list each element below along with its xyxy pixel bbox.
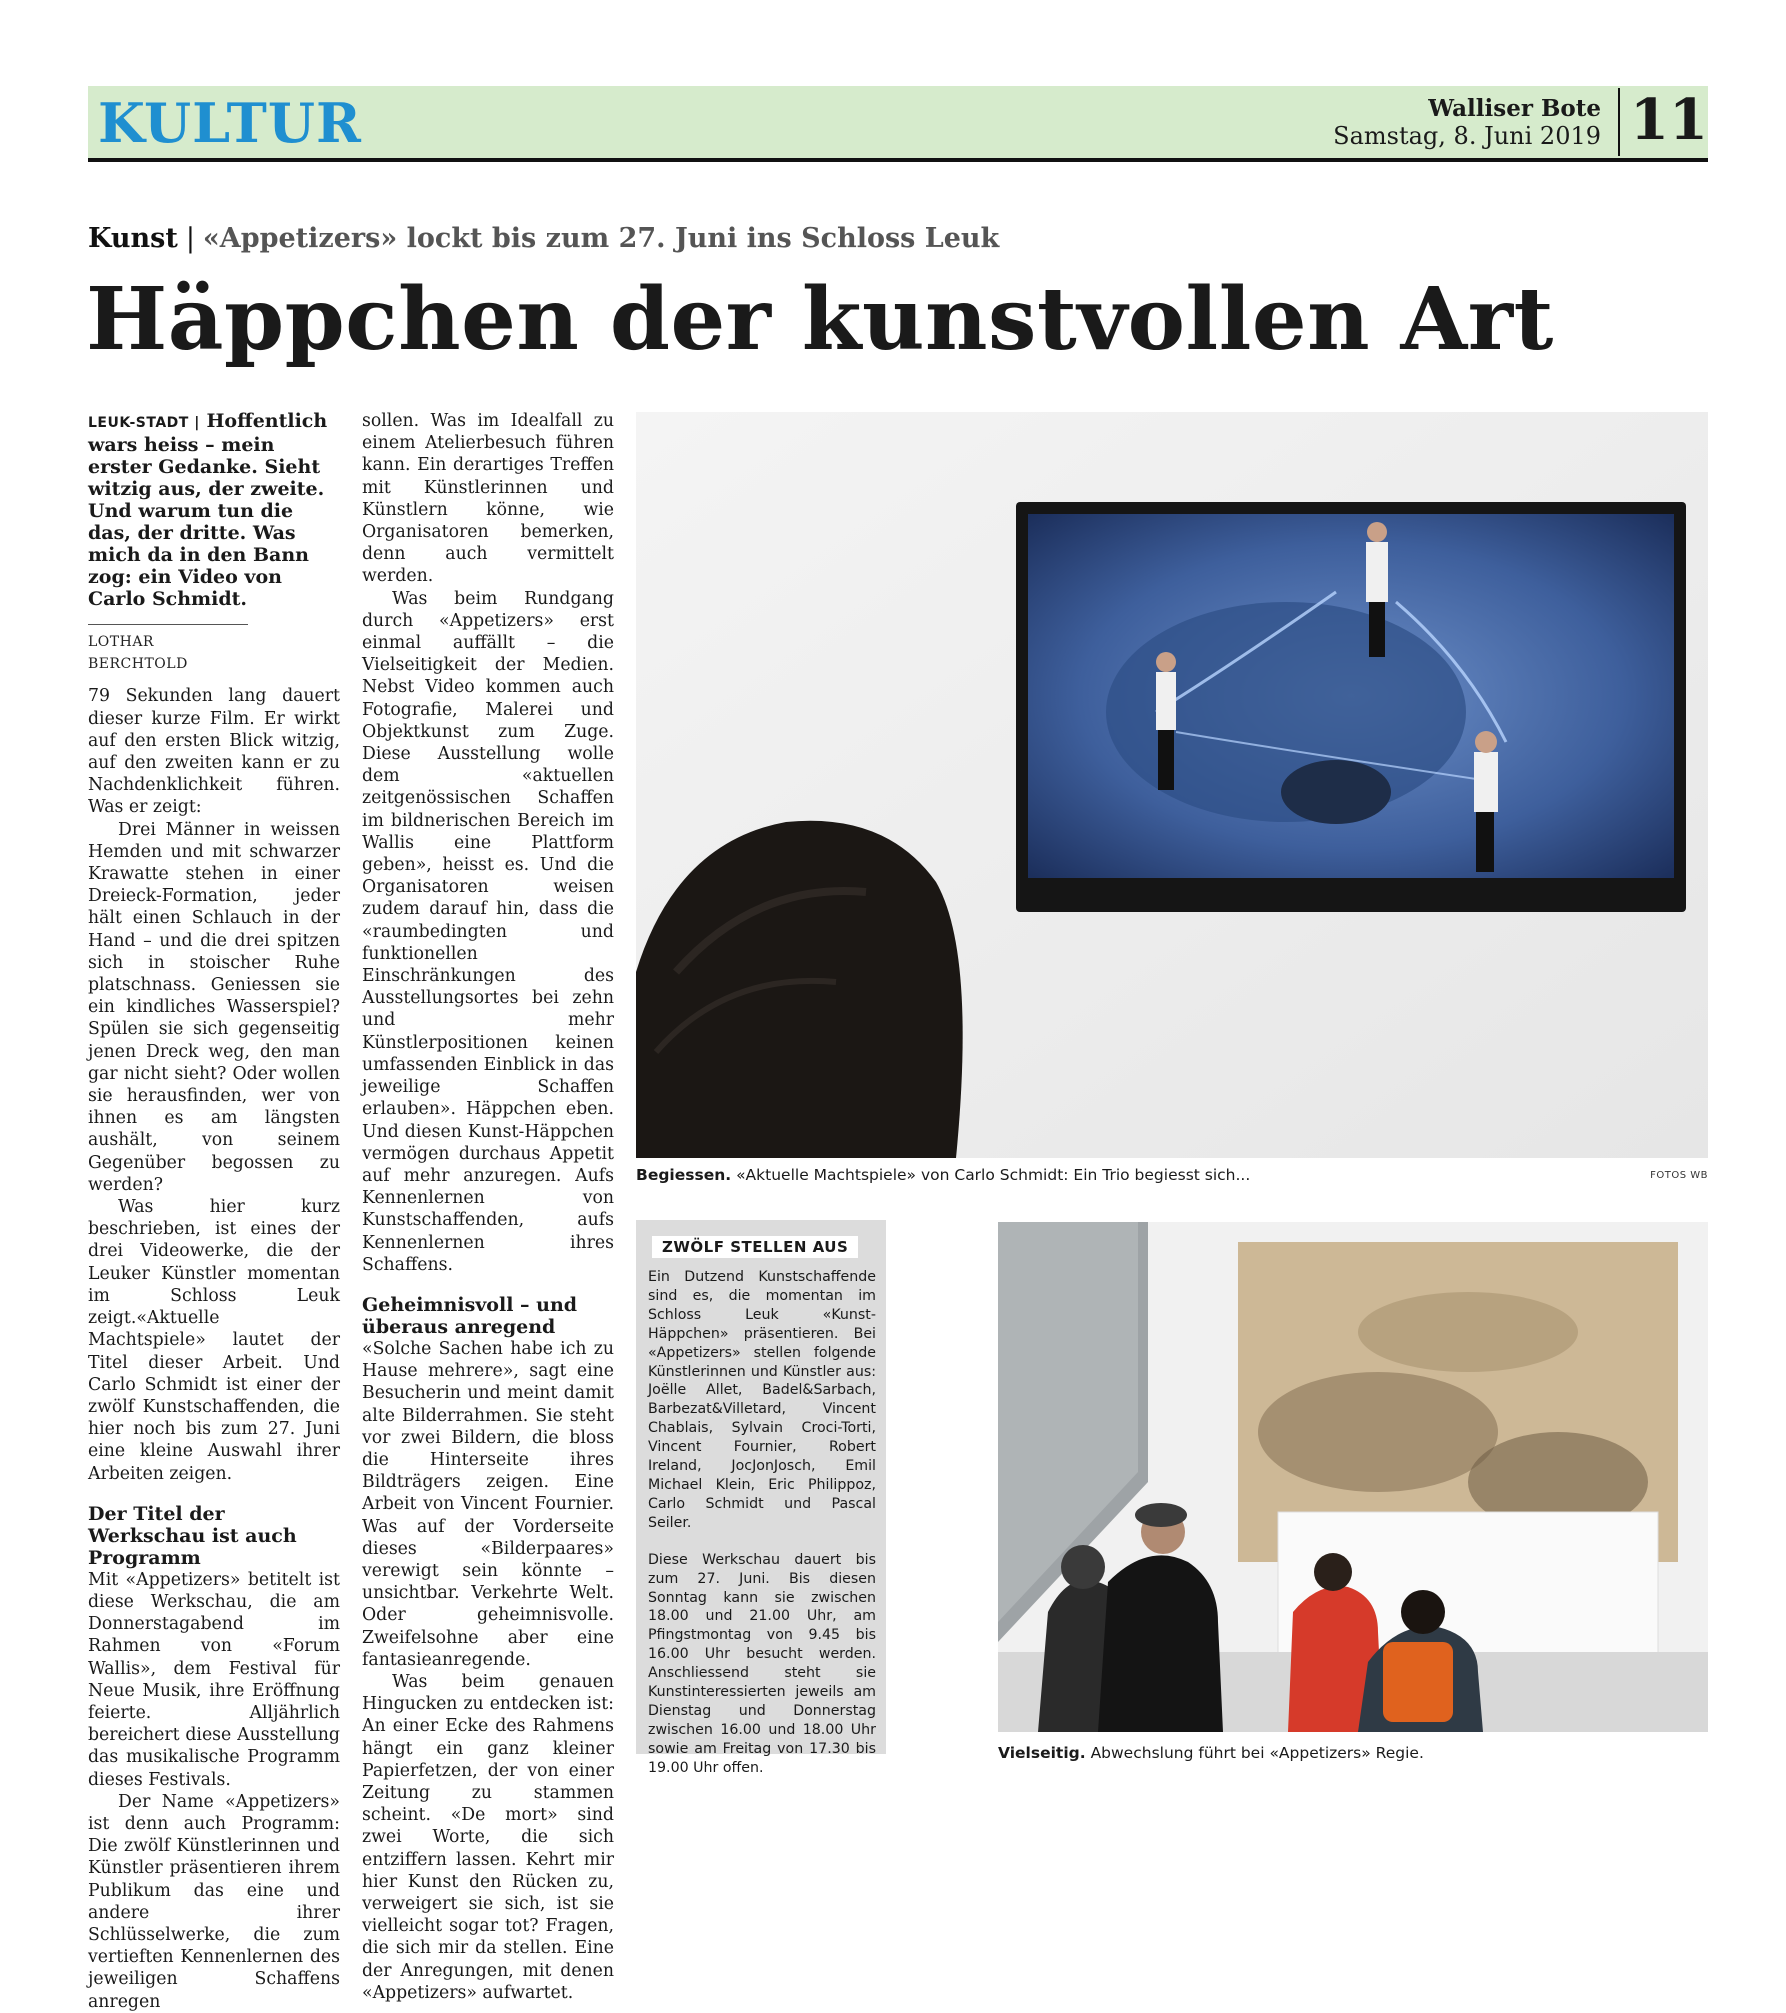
photo-credit: FOTOS WB [1650, 1170, 1708, 1181]
body-paragraph: Mit «Appetizers» betitelt ist diese Werkschau, die am Donnerstagabend im Rahmen von «Forum Wallis», dem Festival für Neue Musik, ihre Eröffnung feierte. Alljährlich bereichert diese Ausstellung das musikalische Programm dieses Festivals. [88, 1569, 340, 1790]
article-lead [88, 410, 340, 610]
article-column-1 [88, 410, 340, 2013]
body-paragraph: 79 Sekunden lang dauert dieser kurze Film. Er wirkt auf den ersten Blick witzig, auf den zweiten kann er zu Nachdenklichkeit führen. Was er zeigt: [88, 686, 340, 818]
lead-text: Hoffentlich wars heiss – mein erster Gedanke. Sieht witzig aus, der zweite. Und warum tun die das, der dritte. Was mich da in den Bann zog: ein Video von Carlo Schmidt. [88, 410, 328, 610]
body-paragraph: Der Name «Appetizers» ist denn auch Programm: Die zwölf Künstlerinnen und Künstler präsentieren ihrem Publikum das eine und andere ihrer Schlüsselwerke, die zum vertieften Kennenlernen des jeweiligen Schaffens anregen [88, 1791, 340, 2012]
photo-video-installation [636, 412, 1708, 1158]
newspaper-name: Walliser Bote [1428, 95, 1601, 122]
issue-date: Samstag, 8. Juni 2019 [1333, 122, 1601, 150]
info-box-text [648, 1268, 876, 1796]
caption-bold: Begiessen. [636, 1166, 732, 1184]
info-box-title: ZWÖLF STELLEN AUS [652, 1236, 858, 1258]
exhibition-visitors-image [998, 1222, 1708, 1732]
article-kicker [88, 222, 999, 256]
dateline: LEUK-STADT | [88, 415, 200, 431]
section-label: KULTUR [98, 91, 362, 155]
author-byline: LOTHAR BERCHTOLD [88, 624, 248, 675]
kicker-topic: Kunst [88, 223, 178, 254]
subheading: Geheimnisvoll – und überaus anregend [362, 1293, 578, 1338]
photo-exhibition-visitors [998, 1222, 1708, 1732]
info-paragraph: Ein Dutzend Kunstschaffende sind es, die momentan im Schloss Leuk «Kunst-Häppchen» präsentieren. Bei «Appetizers» stellen folgende Künstlerinnen und Künstler aus: Joëlle Allet, Badel&Sarbach, Barbezat&Villetard, Vincent Chablais, Sylvain Croci-Torti, Vincent Fournier, Robert Ireland, JocJonJosch, Emil Michael Klein, Eric Philippoz, Carlo Schmidt und Pascal Seiler. [648, 1269, 876, 1531]
body-paragraph: Drei Männer in weissen Hemden und mit schwarzer Krawatte stehen in einer Dreieck-Formation, jeder hält einen Schlauch in der Hand – und die drei spitzen sich in stoischer Ruhe platschnass. Geniessen sie ein kindliches Wasserspiel? Spülen sie sich gegenseitig jenen Dreck weg, den man gar nicht sieht? Oder wollen sie herausfinden, wer von ihnen es am längsten aushält, von seinem Gegenüber begossen zu werden? [88, 819, 340, 1195]
caption-bold: Vielseitig. [998, 1744, 1086, 1762]
header-divider [1618, 88, 1620, 156]
caption-text: Abwechslung führt bei «Appetizers» Regie. [1090, 1744, 1424, 1762]
info-paragraph: Diese Werkschau dauert bis zum 27. Juni. Bis diesen Sonntag kann sie zwischen 18.00 und 21.00 Uhr, am Pfingstmontag von 9.45 bis 16.00 Uhr besucht werden. Anschliessend steht sie Kunstinteressierten jeweils am Dienstag und Donnerstag zwischen 16.00 und 18.00 Uhr sowie am Freitag von 17.30 bis 19.00 Uhr offen. [648, 1551, 876, 1776]
article-headline: Häppchen der kunstvollen Art [86, 269, 1554, 370]
caption-text: «Aktuelle Machtspiele» von Carlo Schmidt: Ein Trio begiesst sich... [736, 1166, 1251, 1184]
body-paragraph: sollen. Was im Idealfall zu einem Atelierbesuch führen kann. Ein derartiges Treffen mit Künstlerinnen und Künstlern könne, wie Organisatoren bemerken, denn auch vermittelt werden. [362, 411, 614, 587]
photo2-caption [998, 1743, 1424, 1763]
photo1-caption [636, 1165, 1250, 1185]
body-paragraph: Was hier kurz beschrieben, ist eines der drei Videowerke, die der Leuker Künstler momentan im Schloss Leuk zeigt.«Aktuelle Machtspiele» lautet der Titel dieser Arbeit. Und Carlo Schmidt ist einer der zwölf Kunstschaffenden, die hier noch bis zum 27. Juni eine kleine Auswahl ihrer Arbeiten zeigen. [88, 1197, 340, 1484]
body-paragraph: «Solche Sachen habe ich zu Hause mehrere», sagt eine Besucherin und meint damit alte Bilderrahmen. Sie steht vor zwei Bildern, die bloss die Hinterseite ihres Bildträgers zeigen. Eine Arbeit von Vincent Fournier. Was auf der Vorderseite dieses «Bilderpaares» verewigt sein könnte – unsichtbar. Verkehrte Welt. Oder geheimnisvolle. Zweifelsohne aber eine fantasieanregende. [362, 1338, 614, 1670]
page-number: 11 [1630, 87, 1708, 153]
article-column-2 [362, 410, 614, 2004]
video-installation-image [636, 412, 1708, 1158]
kicker-separator: | [185, 223, 195, 254]
body-paragraph: Was beim genauen Hingucken zu entdecken ist: An einer Ecke des Rahmens hängt ein ganz kleiner Papierfetzen, der von einer Zeitung zu stammen scheint. «De mort» sind zwei Worte, die sich entziffern lassen. Kehrt mir hier Kunst den Rücken zu, verweigert sie sich, ist sie vielleicht sogar tot? Fragen, die sich mir da stellen. Eine der Anregungen, mit denen «Appetizers» aufwartet. [362, 1671, 614, 2003]
kicker-text: «Appetizers» lockt bis zum 27. Juni ins Schloss Leuk [202, 223, 1000, 254]
body-paragraph: Was beim Rundgang durch «Appetizers» erst einmal auffällt – die Vielseitigkeit der Medien. Nebst Video kommen auch Fotografie, Malerei und Objektkunst zum Zuge. Diese Ausstellung wolle dem «aktuellen zeitgenössischen Schaffen im bildnerischen Bereich im Wallis eine Plattform geben», heisst es. Und die Organisatoren weisen zudem darauf hin, dass die «raumbedingten und funktionellen Einschränkungen des Ausstellungsortes bei zehn und mehr Künstlerpositionen keinen umfassenden Einblick in das jeweilige Schaffen erlauben». Häppchen eben. Und diesen Kunst-Häppchen vermögen durchaus Appetit auf mehr anzuregen. Aufs Kennenlernen von Kunstschaffenden, aufs Kennenlernen ihres Schaffens. [362, 588, 614, 1275]
subheading: Der Titel der Werkschau ist auch Programm [88, 1502, 297, 1569]
